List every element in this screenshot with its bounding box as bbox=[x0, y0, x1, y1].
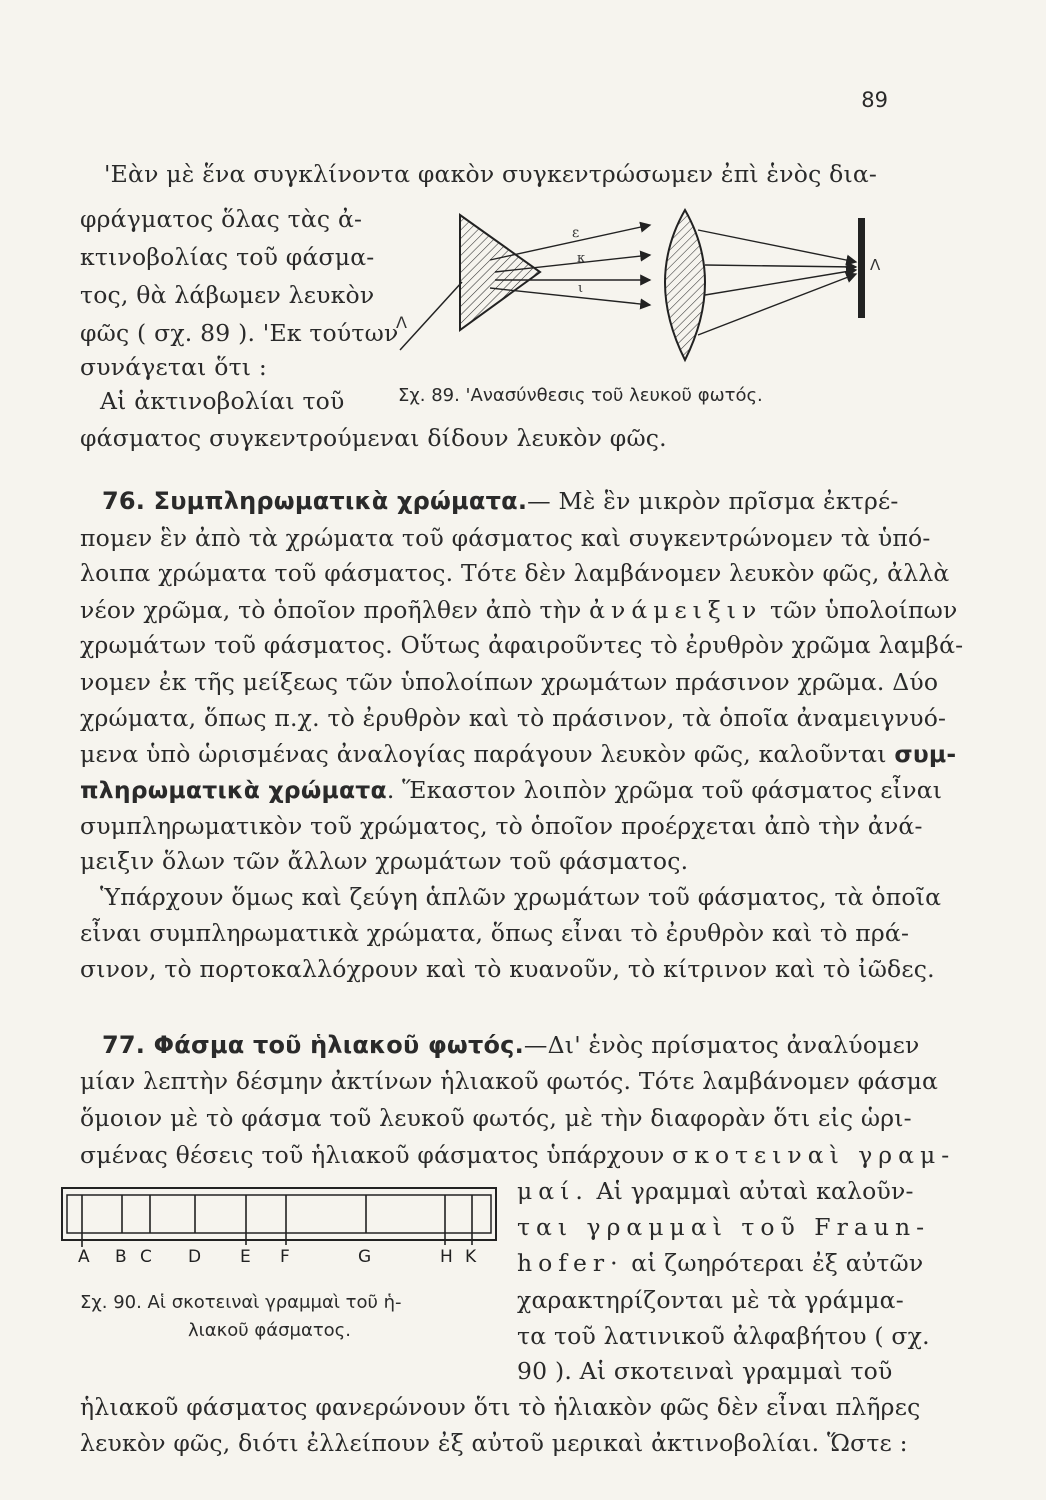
text-line bbox=[80, 1141, 956, 1169]
text-line: σινον, τὸ πορτοκαλλόχρουν καὶ τὸ κυανοῦν, τὸ κίτρινον καὶ τὸ ἰῶδες. bbox=[80, 955, 935, 983]
figure-90-caption-line2: λιακοῦ φάσματος. bbox=[188, 1320, 351, 1341]
text-line: εἶναι συμπληρωματικὰ χρώματα, ὅπως εἶναι τὸ ἐρυθρὸν καὶ τὸ πρά- bbox=[80, 919, 910, 947]
spaced-term: μαί. bbox=[517, 1177, 589, 1205]
letter-A: A bbox=[78, 1247, 90, 1265]
text-line bbox=[80, 776, 943, 804]
text-line: χρώματα, ὅπως π.χ. τὸ ἐρυθρὸν καὶ τὸ πράσινον, τὰ ὁποῖα ἀναμειγνυό- bbox=[80, 704, 947, 732]
text-line bbox=[517, 1249, 924, 1277]
text-line: χαρακτηρίζονται μὲ τὰ γράμμα- bbox=[517, 1286, 904, 1314]
text-line bbox=[102, 1033, 920, 1058]
figure-89-caption: Σχ. 89. 'Ανασύνθεσις τοῦ λευκοῦ φωτός. bbox=[398, 385, 763, 406]
ray bbox=[705, 265, 856, 267]
text-line: 'Εὰν μὲ ἕνα συγκλίνοντα φακὸν συγκεντρώσωμεν ἐπὶ ἑνὸς δια- bbox=[104, 160, 878, 188]
text-span: — Μὲ ἓν μικρὸν πρῖσμα ἐκτρέ- bbox=[527, 487, 899, 515]
spaced-term: hofer· bbox=[517, 1249, 624, 1277]
figure-90-caption-line1: Σχ. 90. Αἱ σκοτειναὶ γραμμαὶ τοῦ ἡ- bbox=[80, 1292, 402, 1313]
text-line bbox=[517, 1213, 931, 1241]
text-span: αἱ ζωηρότεραι ἐξ αὐτῶν bbox=[623, 1249, 924, 1277]
text-line: ἡλιακοῦ φάσματος φανερώνουν ὅτι τὸ ἡλιακὸν φῶς δὲν εἶναι πλῆρες bbox=[80, 1393, 921, 1421]
text-line bbox=[102, 489, 898, 514]
spaced-term: ἀνάμειξιν bbox=[589, 596, 763, 624]
text-span: τῶν ὑπολοίπων bbox=[762, 596, 958, 624]
text-line: τα τοῦ λατινικοῦ ἀλφαβήτου ( σχ. bbox=[517, 1322, 930, 1350]
label-iota: ι bbox=[578, 281, 584, 296]
text-line: νομεν ἐκ τῆς μείξεως τῶν ὑπολοίπων χρωμάτων πράσινον χρῶμα. Δύο bbox=[80, 668, 939, 696]
figure-90-spectrum bbox=[60, 1185, 500, 1265]
ray bbox=[490, 288, 650, 305]
text-line: συνάγεται ὅτι : bbox=[80, 353, 268, 381]
label-lambda-right: Λ bbox=[870, 256, 881, 274]
text-line: μειξιν ὅλων τῶν ἄλλων χρωμάτων τοῦ φάσματος. bbox=[80, 847, 689, 875]
letter-G: G bbox=[358, 1247, 372, 1265]
letter-F: F bbox=[280, 1247, 290, 1265]
spaced-term: ται γραμμαὶ τοῦ Fraun- bbox=[517, 1213, 931, 1241]
text-line: 90 ). Αἱ σκοτειναὶ γραμμαὶ τοῦ bbox=[517, 1357, 893, 1385]
text-line bbox=[80, 740, 957, 768]
spectrum-band-inner bbox=[67, 1195, 491, 1233]
text-line bbox=[517, 1177, 914, 1205]
bold-term: πληρωματικὰ χρώματα bbox=[80, 776, 387, 804]
section-77-heading: 77. Φάσμα τοῦ ἡλιακοῦ φωτός. bbox=[102, 1031, 524, 1059]
section-76-heading: 76. Συμπληρωματικὰ χρώματα. bbox=[102, 487, 528, 515]
text-line: χρωμάτων τοῦ φάσματος. Οὕτως ἀφαιροῦντες τὸ ἐρυθρὸν χρῶμα λαμβά- bbox=[80, 631, 964, 659]
spectrum-band-outer bbox=[62, 1188, 496, 1240]
text-line bbox=[80, 596, 958, 624]
spaced-term: σκοτειναὶ γραμ- bbox=[672, 1141, 956, 1169]
text-line: κτινοβολίας τοῦ φάσμα- bbox=[80, 243, 375, 271]
label-epsilon: ε bbox=[572, 225, 580, 241]
text-line: Αἱ ἀκτινοβολίαι τοῦ bbox=[100, 387, 345, 415]
text-span: σμένας θέσεις τοῦ ἡλιακοῦ φάσματος ὑπάρχουν bbox=[80, 1141, 673, 1169]
text-line: φράγματος ὅλας τὰς ἀ- bbox=[80, 205, 363, 233]
text-line: συμπληρωματικὸν τοῦ χρώματος, τὸ ὁποῖον προέρχεται ἀπὸ τὴν ἀνά- bbox=[80, 812, 923, 840]
lens-shape bbox=[665, 210, 705, 360]
letter-E: E bbox=[240, 1247, 251, 1265]
label-lambda-left: Λ bbox=[396, 313, 407, 332]
letter-K: K bbox=[465, 1247, 477, 1265]
text-line: πομεν ἓν ἀπὸ τὰ χρώματα τοῦ φάσματος καὶ συγκεντρώνομεν τὰ ὑπό- bbox=[80, 524, 931, 552]
ray bbox=[698, 230, 856, 262]
text-span: . Ἕκαστον λοιπὸν χρῶμα τοῦ φάσματος εἶναι bbox=[386, 776, 943, 804]
text-line: Ὑπάρχουν ὅμως καὶ ζεύγη ἁπλῶν χρωμάτων τοῦ φάσματος, τὰ ὁποῖα bbox=[100, 883, 942, 911]
prism-shape bbox=[460, 215, 540, 330]
page-number: 89 bbox=[861, 88, 888, 112]
text-line: φάσματος συγκεντρούμεναι δίδουν λευκὸν φῶς. bbox=[80, 424, 667, 452]
letter-D: D bbox=[188, 1247, 202, 1265]
screen-diaphragm bbox=[858, 218, 865, 318]
label-kappa: κ bbox=[577, 251, 586, 266]
ray bbox=[400, 282, 462, 350]
text-span: Αἱ γραμμαὶ αὐταὶ καλοῦν- bbox=[588, 1177, 914, 1205]
text-line: ὅμοιον μὲ τὸ φάσμα τοῦ λευκοῦ φωτός, μὲ τὴν διαφορὰν ὅτι εἰς ὡρι- bbox=[80, 1104, 912, 1132]
text-line: λοιπα χρώματα τοῦ φάσματος. Τότε δὲν λαμβάνομεν λευκὸν φῶς, ἀλλὰ bbox=[80, 559, 950, 587]
letter-C: C bbox=[140, 1247, 152, 1265]
text-line: τος, θὰ λάβωμεν λευκὸν bbox=[80, 281, 375, 309]
text-span: νέον χρῶμα, τὸ ὁποῖον προῆλθεν ἀπὸ τὴν bbox=[80, 596, 590, 624]
letter-H: H bbox=[440, 1247, 453, 1265]
text-line: φῶς ( σχ. 89 ). 'Εκ τούτων bbox=[80, 319, 399, 347]
ray bbox=[490, 225, 650, 260]
letter-B: B bbox=[115, 1247, 127, 1265]
text-span: μενα ὑπὸ ὡρισμένας ἀναλογίας παράγουν λευκὸν φῶς, καλοῦνται bbox=[80, 740, 895, 768]
text-line: λευκὸν φῶς, διότι ἐλλείπουν ἐξ αὐτοῦ μερικαὶ ἀκτινοβολίαι. Ὥστε : bbox=[80, 1429, 908, 1457]
text-span: —Δι' ἑνὸς πρίσματος ἀναλύομεν bbox=[523, 1031, 920, 1059]
text-line: μίαν λεπτὴν δέσμην ἀκτίνων ἡλιακοῦ φωτός. Τότε λαμβάνομεν φάσμα bbox=[80, 1067, 939, 1095]
bold-term: συμ- bbox=[894, 740, 957, 768]
figure-89-diagram bbox=[380, 200, 900, 385]
